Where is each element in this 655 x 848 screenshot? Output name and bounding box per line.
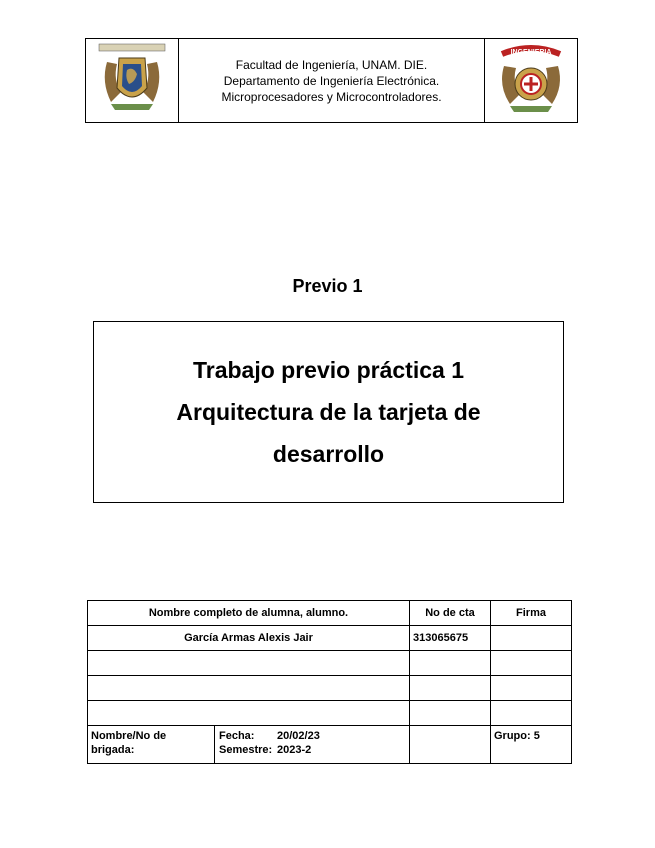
grupo-cell: Grupo: 5 <box>491 726 572 764</box>
unam-logo-cell <box>86 39 179 123</box>
brigada-label: Nombre/No de brigada: <box>88 726 215 763</box>
student-name <box>88 701 410 726</box>
student-firma <box>491 651 572 676</box>
fi-logo-cell <box>485 39 578 123</box>
student-firma <box>491 676 572 701</box>
table-header-row <box>88 601 572 626</box>
student-name <box>88 676 410 701</box>
student-firma <box>491 701 572 726</box>
students-table <box>87 600 572 764</box>
semestre-value: 2023-2 <box>277 744 312 756</box>
student-cta <box>410 701 491 726</box>
header-line-1: Facultad de Ingeniería, UNAM. DIE. <box>235 57 428 72</box>
title-line-2: Arquitectura de la tarjeta de <box>176 399 481 425</box>
student-name: García Armas Alexis Jair <box>88 626 410 651</box>
header-name: Nombre completo de alumna, alumno. <box>88 601 410 626</box>
student-cta <box>410 676 491 701</box>
table-row <box>88 676 572 701</box>
document-header <box>85 38 578 123</box>
ingenieria-crest-icon <box>496 42 566 114</box>
unam-crest-icon <box>97 42 167 114</box>
title-box <box>93 321 564 503</box>
student-cta <box>410 651 491 676</box>
footer-info-cell <box>88 726 410 764</box>
table-row <box>88 651 572 676</box>
semestre-label: Semestre: <box>219 744 273 756</box>
table-row <box>88 701 572 726</box>
header-text-cell <box>179 39 485 123</box>
fecha-value: 20/02/23 <box>277 730 320 742</box>
student-firma <box>491 626 572 651</box>
header-line-3: Microprocesadores y Microcontroladores. <box>221 89 442 104</box>
header-line-2: Departamento de Ingeniería Electrónica. <box>223 73 440 88</box>
previo-label: Previo 1 <box>292 276 363 296</box>
student-cta: 313065675 <box>410 626 491 651</box>
ingenieria-text: INGENIERIA <box>510 49 552 56</box>
fecha-block <box>215 726 320 763</box>
student-name <box>88 651 410 676</box>
header-cta: No de cta <box>410 601 491 626</box>
footer-empty-cell <box>410 726 491 764</box>
header-firma: Firma <box>491 601 572 626</box>
table-footer-row <box>88 726 572 764</box>
title-line-3: desarrollo <box>272 441 385 467</box>
title-line-1: Trabajo previo práctica 1 <box>192 357 464 383</box>
table-row <box>88 626 572 651</box>
fecha-label: Fecha: <box>219 730 255 742</box>
